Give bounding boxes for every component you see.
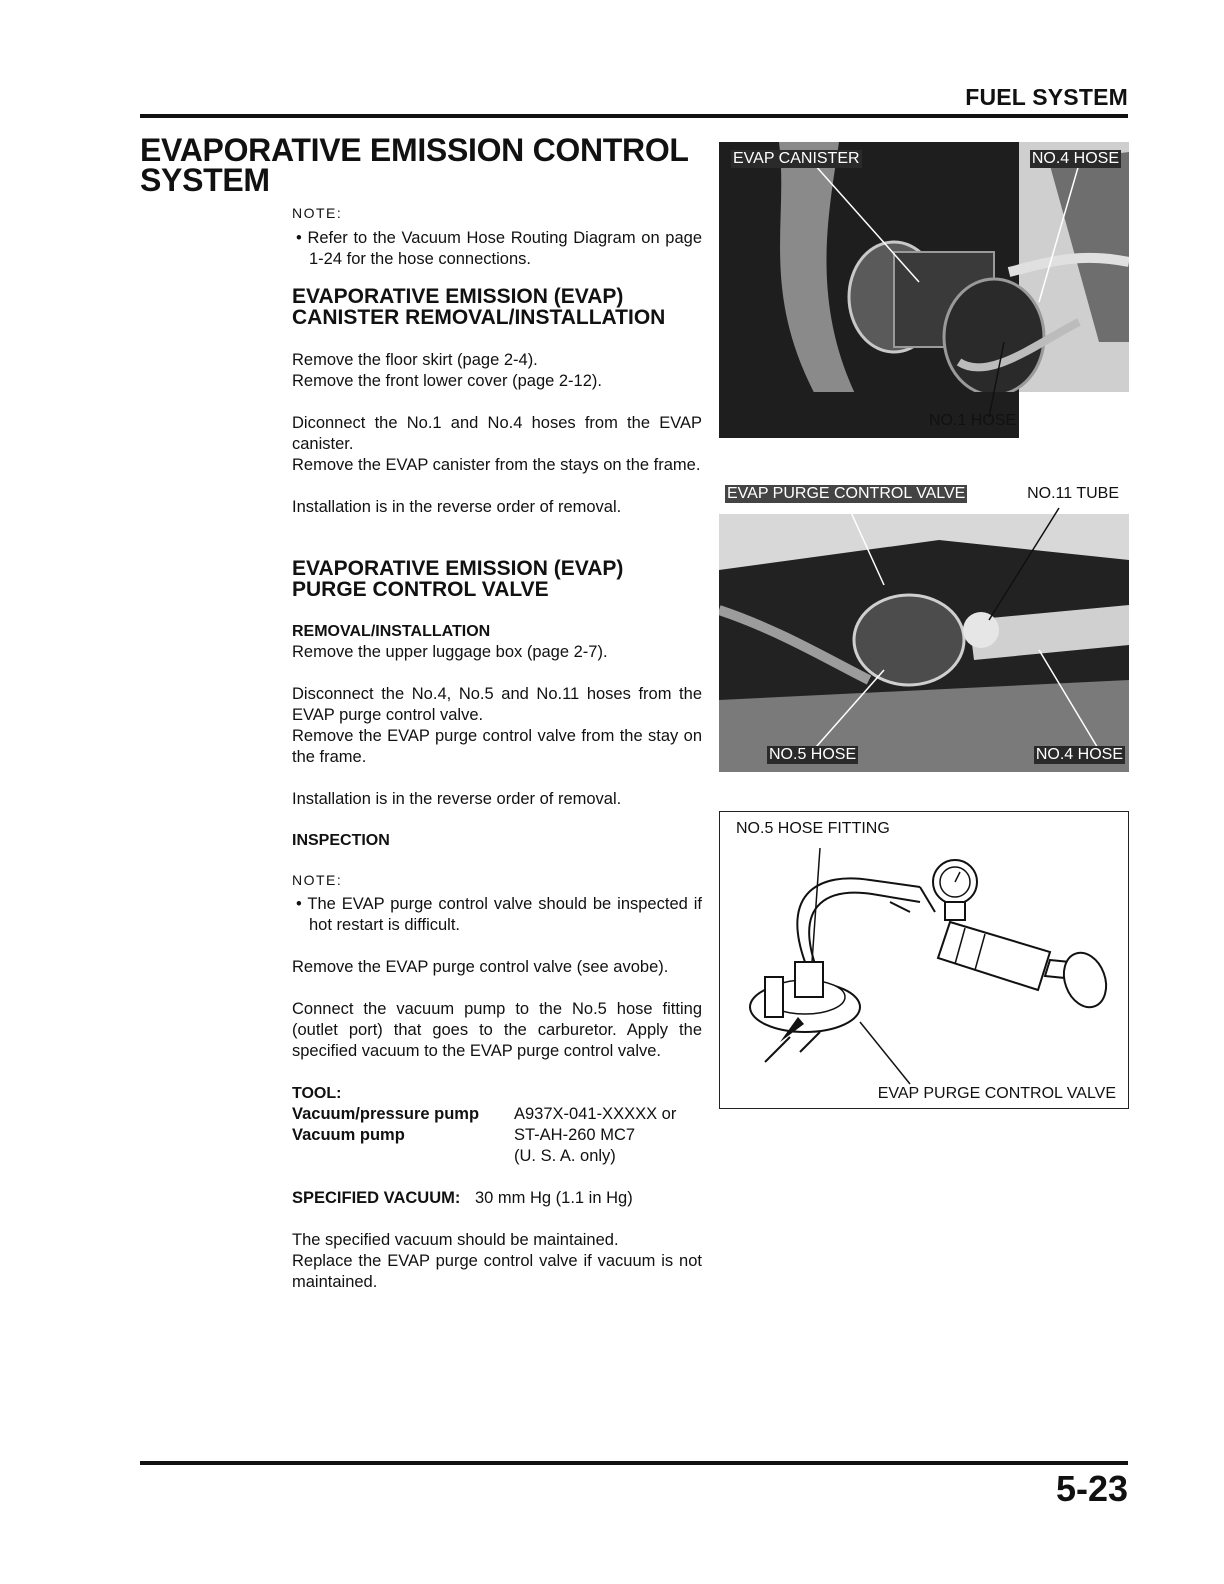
no5-hose-label: NO.5 HOSE xyxy=(769,746,857,763)
canister-heading-line1: EVAPORATIVE EMISSION (EVAP) xyxy=(292,285,624,308)
tool-note: (U. S. A. only) xyxy=(514,1147,616,1165)
tool-number: ST-AH-260 MC7 xyxy=(514,1126,636,1144)
tool-row xyxy=(292,1104,676,1125)
purge-heading-line2: PURGE CONTROL VALVE xyxy=(292,578,549,601)
inspection-step-4: Replace the EVAP purge control valve if vacuum is not maintained. xyxy=(292,1252,702,1291)
purge-valve-photo xyxy=(719,480,1129,772)
purge-heading xyxy=(292,558,702,600)
canister-photo-image xyxy=(719,142,1129,438)
tool-row xyxy=(292,1125,676,1146)
evap-purge-valve-label: EVAP PURGE CONTROL VALVE xyxy=(727,485,966,502)
page-number: 5-23 xyxy=(1055,1468,1128,1509)
tool-name: Vacuum pump xyxy=(292,1126,405,1144)
evap-purge-valve-diagram-label: EVAP PURGE CONTROL VALVE xyxy=(877,1085,1116,1102)
inspection-step-3: The specified vacuum should be maintained. xyxy=(292,1231,619,1249)
tool-row xyxy=(292,1146,676,1167)
section-header: FUEL SYSTEM xyxy=(965,84,1128,110)
no5-hose-fitting-label: NO.5 HOSE FITTING xyxy=(736,820,890,837)
purge-step-4: Installation is in the reverse order of removal. xyxy=(292,790,622,808)
tool-name: Vacuum/pressure pump xyxy=(292,1105,480,1123)
canister-step-5: Installation is in the reverse order of removal. xyxy=(292,498,622,516)
spec-value: 30 mm Hg (1.1 in Hg) xyxy=(474,1189,633,1207)
tool-label: TOOL: xyxy=(292,1085,342,1102)
canister-step-2: Remove the front lower cover (page 2-12). xyxy=(292,372,602,390)
inspection-heading: INSPECTION xyxy=(292,832,390,849)
purge-section xyxy=(292,558,702,810)
intro-note xyxy=(292,203,702,270)
vacuum-test-drawing xyxy=(720,812,1128,1108)
no1-hose-label: NO.1 HOSE xyxy=(929,412,1017,429)
inspection-note-bullet: • The EVAP purge control valve should be inspected if hot restart is difficult. xyxy=(296,895,702,934)
purge-step-3: Remove the EVAP purge control valve from the stay on the frame. xyxy=(292,727,702,766)
spec-label: SPECIFIED VACUUM: xyxy=(292,1189,461,1207)
inspection-note-label: NOTE: xyxy=(292,872,343,888)
evap-canister-label: EVAP CANISTER xyxy=(733,150,860,167)
canister-step-1: Remove the floor skirt (page 2-4). xyxy=(292,351,538,369)
inspection-step-2: Connect the vacuum pump to the No.5 hose fitting (outlet port) that goes to the carburetor. Apply the specified vacuum to the EVAP purge control valve. xyxy=(292,1000,702,1060)
purge-step-1: Remove the upper luggage box (page 2-7). xyxy=(292,643,608,661)
tool-number: A937X-041-XXXXX or xyxy=(514,1105,677,1123)
canister-step-3: Diconnect the No.1 and No.4 hoses from the EVAP canister. xyxy=(292,414,702,453)
canister-section xyxy=(292,286,702,518)
no4-hose-label: NO.4 HOSE xyxy=(1035,746,1123,763)
note-bullet: • Refer to the Vacuum Hose Routing Diagram on page 1-24 for the hose connections. xyxy=(296,229,702,268)
inspection-step-1: Remove the EVAP purge control valve (see avobe). xyxy=(292,958,669,976)
purge-heading-line1: EVAPORATIVE EMISSION (EVAP) xyxy=(292,557,624,580)
note-label: NOTE: xyxy=(292,205,343,221)
page-title-line1: EVAPORATIVE EMISSION CONTROL xyxy=(140,132,689,168)
canister-step-4: Remove the EVAP canister from the stays on the frame. xyxy=(292,456,701,474)
page-title xyxy=(140,132,689,198)
purge-subheading: REMOVAL/INSTALLATION xyxy=(292,623,491,640)
footer-rule xyxy=(140,1461,1128,1465)
vacuum-test-diagram xyxy=(719,811,1129,1109)
specified-vacuum xyxy=(292,1188,702,1209)
no11-tube-label: NO.11 TUBE xyxy=(1027,485,1119,502)
no4-hose-label: NO.4 HOSE xyxy=(1031,150,1119,167)
page-title-line2: SYSTEM xyxy=(140,162,270,198)
canister-photo xyxy=(719,142,1129,438)
tool-table xyxy=(292,1104,676,1167)
purge-step-2: Disconnect the No.4, No.5 and No.11 hoses from the EVAP purge control valve. xyxy=(292,685,702,724)
header-rule xyxy=(140,114,1128,118)
purge-valve-photo-image xyxy=(719,480,1129,772)
inspection-section xyxy=(292,830,702,1293)
canister-heading xyxy=(292,286,702,328)
canister-heading-line2: CANISTER REMOVAL/INSTALLATION xyxy=(292,306,666,329)
